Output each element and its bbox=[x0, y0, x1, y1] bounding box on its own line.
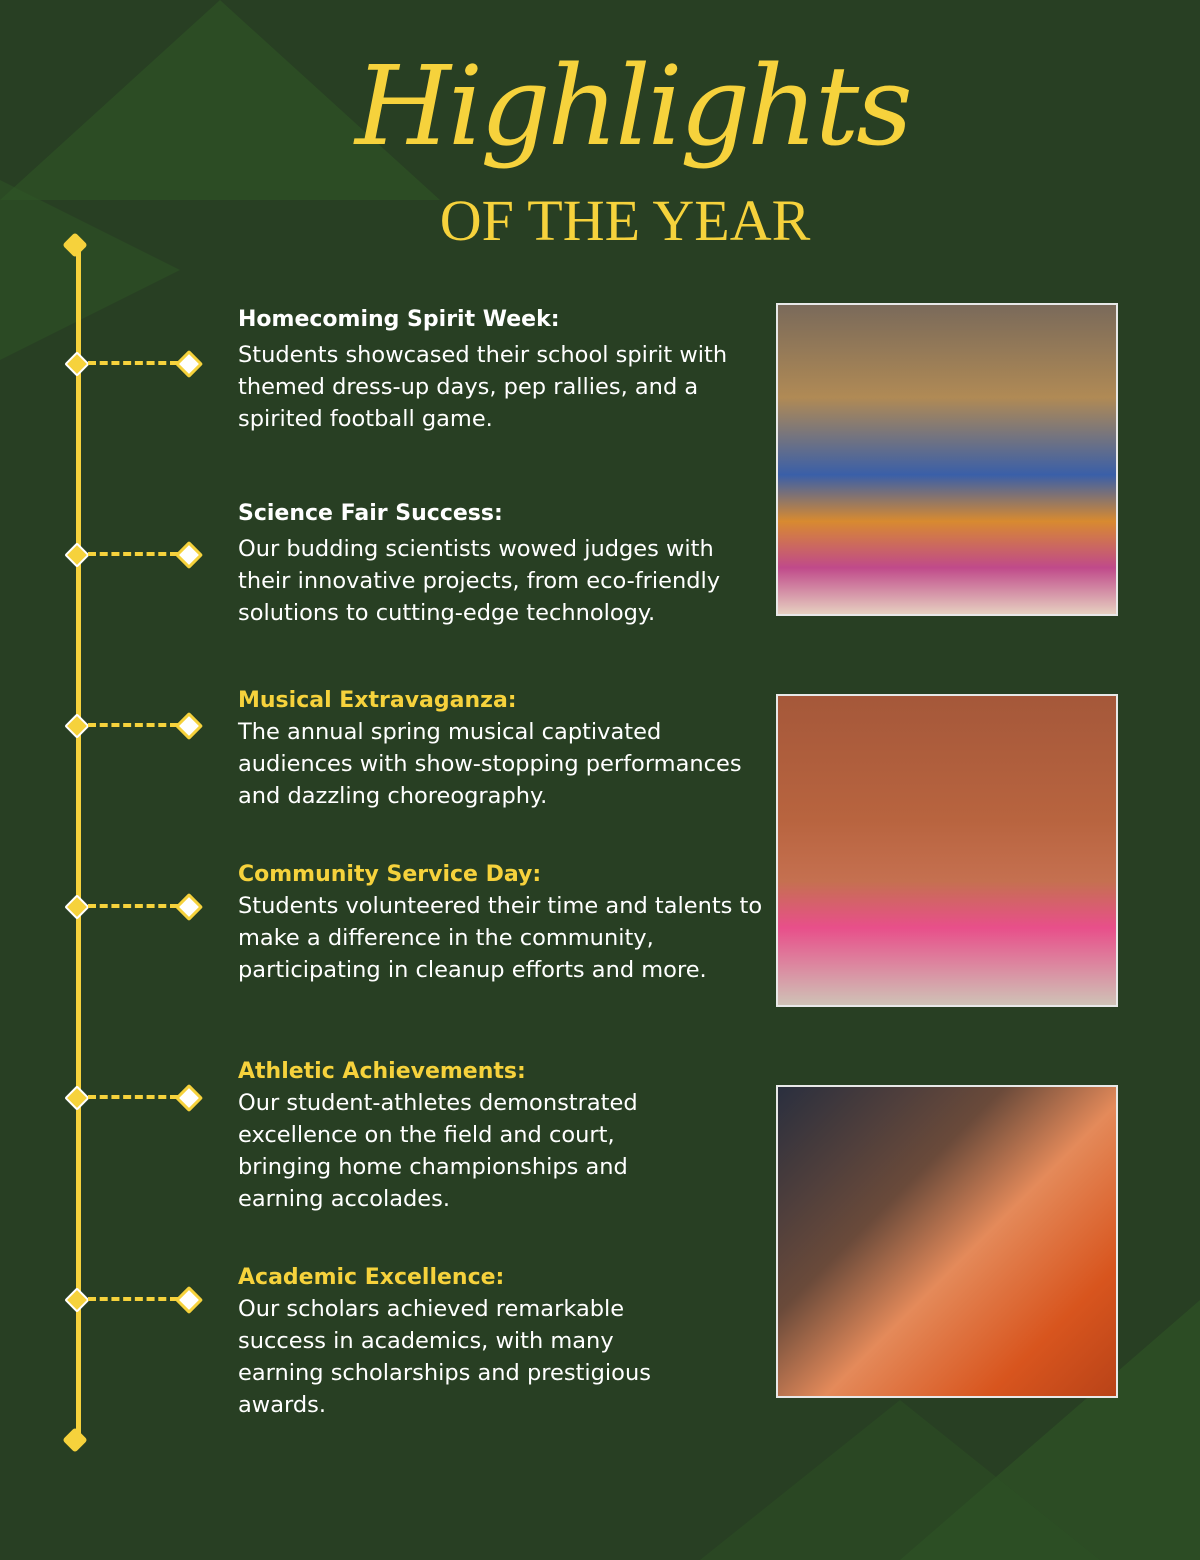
timeline-line bbox=[76, 244, 81, 1440]
connector-end-diamond-icon bbox=[175, 1286, 203, 1314]
science-fair-photo bbox=[776, 303, 1118, 616]
highlight-body: Students showcased their school spirit with themed dress-up days, pep rallies, and a spirited football game. bbox=[238, 342, 728, 432]
highlight-body: Students volunteered their time and talents to make a difference in the community, participating in cleanup efforts and more. bbox=[238, 893, 763, 983]
highlight-athletics bbox=[238, 1057, 708, 1215]
timeline-end-diamond-icon bbox=[62, 1427, 87, 1452]
highlight-body: Our budding scientists wowed judges with their innovative projects, from eco-friendly solutions to cutting-edge technology. bbox=[238, 536, 721, 626]
dashed-connector bbox=[88, 552, 178, 556]
page-subtitle: OF THE YEAR bbox=[439, 188, 811, 253]
highlight-musical bbox=[238, 686, 773, 812]
highlight-homecoming bbox=[238, 305, 773, 435]
page-title: Highlights bbox=[355, 42, 910, 170]
timeline-node-icon bbox=[64, 1287, 89, 1312]
connector-end-diamond-icon bbox=[175, 893, 203, 921]
dashed-connector bbox=[88, 1095, 178, 1099]
bg-triangle bbox=[700, 1400, 1100, 1560]
dashed-connector bbox=[88, 904, 178, 908]
musical-photo bbox=[776, 694, 1118, 1007]
timeline-node-icon bbox=[64, 1085, 89, 1110]
highlight-academics bbox=[238, 1263, 688, 1421]
timeline-node-icon bbox=[64, 894, 89, 919]
highlight-title: Musical Extravaganza: bbox=[238, 688, 517, 713]
athletics-trophy-photo bbox=[776, 1085, 1118, 1398]
connector-end-diamond-icon bbox=[175, 541, 203, 569]
highlight-body: The annual spring musical captivated audiences with show-stopping performances and dazzling choreography. bbox=[238, 719, 742, 809]
highlight-body: Our student-athletes demonstrated excellence on the field and court, bringing home championships and earning accolades. bbox=[238, 1090, 638, 1212]
timeline-node-icon bbox=[64, 713, 89, 738]
highlight-body: Our scholars achieved remarkable success in academics, with many earning scholarships and prestigious awards. bbox=[238, 1296, 651, 1418]
highlight-science-fair bbox=[238, 499, 773, 629]
dashed-connector bbox=[88, 723, 178, 727]
timeline-node-icon bbox=[64, 542, 89, 567]
dashed-connector bbox=[88, 361, 178, 365]
connector-end-diamond-icon bbox=[175, 712, 203, 740]
dashed-connector bbox=[88, 1297, 178, 1301]
highlight-title: Community Service Day: bbox=[238, 862, 542, 887]
highlight-title: Science Fair Success: bbox=[238, 501, 503, 526]
bg-triangle bbox=[0, 150, 180, 390]
highlight-community-service bbox=[238, 860, 773, 986]
connector-end-diamond-icon bbox=[175, 1084, 203, 1112]
highlight-title: Homecoming Spirit Week: bbox=[238, 307, 560, 332]
highlight-title: Athletic Achievements: bbox=[238, 1059, 526, 1084]
highlight-title: Academic Excellence: bbox=[238, 1265, 505, 1290]
